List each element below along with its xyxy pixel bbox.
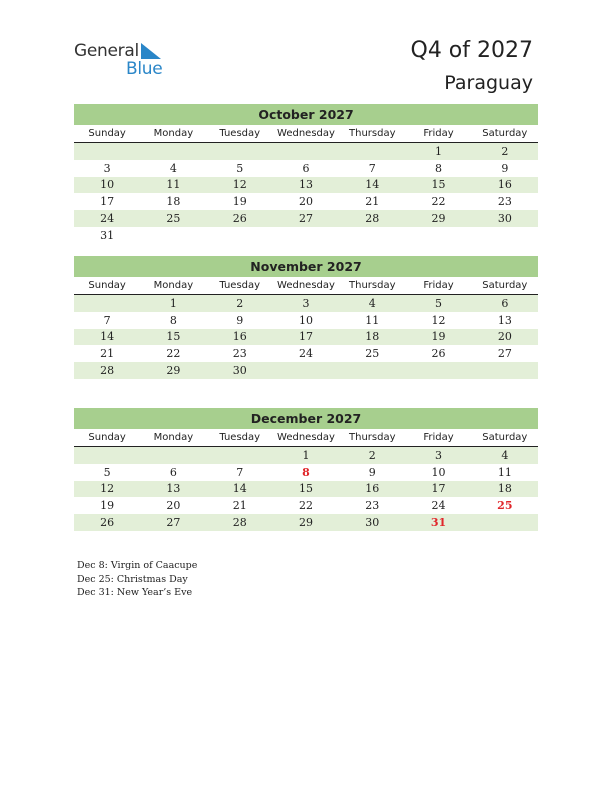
day-cell (140, 143, 206, 160)
week-row (74, 295, 538, 312)
month-november (74, 256, 538, 379)
day-cell: 23 (232, 347, 247, 361)
weekday-label: Tuesday (219, 432, 261, 443)
day-cell: 20 (166, 499, 181, 513)
quarter-title: Q4 of 2027 (410, 38, 533, 63)
day-cell (207, 227, 273, 244)
weekday-label: Saturday (482, 280, 528, 291)
day-cell: 6 (302, 161, 310, 175)
day-cell (472, 514, 538, 531)
day-cell: 31 (430, 516, 447, 530)
day-cell: 17 (431, 482, 446, 496)
weekday-header-row (74, 125, 538, 143)
day-cell (74, 143, 140, 160)
day-cell: 28 (365, 212, 380, 226)
day-cell: 29 (166, 364, 181, 378)
day-cell: 18 (166, 195, 181, 209)
day-cell: 12 (431, 313, 446, 327)
day-cell: 30 (365, 516, 380, 530)
week-row (74, 160, 538, 177)
day-cell: 22 (298, 499, 313, 513)
day-cell: 26 (431, 347, 446, 361)
week-row (74, 227, 538, 244)
day-cell: 3 (435, 448, 443, 462)
week-row (74, 447, 538, 464)
day-cell: 23 (365, 499, 380, 513)
weekday-label: Wednesday (277, 280, 335, 291)
logo-general-text: General (74, 41, 139, 61)
day-cell: 19 (232, 195, 247, 209)
day-cell: 27 (166, 516, 181, 530)
day-cell: 30 (232, 364, 247, 378)
day-cell (273, 143, 339, 160)
day-cell: 20 (298, 195, 313, 209)
day-cell: 23 (497, 195, 512, 209)
month-title: October 2027 (74, 104, 538, 125)
day-cell: 10 (298, 313, 313, 327)
day-cell (207, 447, 273, 464)
month-october (74, 104, 538, 244)
week-row (74, 312, 538, 329)
day-cell (472, 362, 538, 379)
day-cell: 6 (501, 296, 509, 310)
day-cell: 27 (497, 347, 512, 361)
day-cell: 15 (166, 330, 181, 344)
day-cell: 20 (497, 330, 512, 344)
day-cell: 9 (236, 313, 244, 327)
day-cell: 18 (497, 482, 512, 496)
day-cell (405, 227, 471, 244)
day-cell: 29 (298, 516, 313, 530)
day-cell: 6 (169, 465, 177, 479)
weekday-label: Thursday (349, 432, 396, 443)
holiday-note: Dec 31: New Year’s Eve (77, 587, 193, 598)
day-cell: 8 (435, 161, 443, 175)
day-cell (273, 362, 339, 379)
day-cell: 7 (368, 161, 376, 175)
week-row (74, 345, 538, 362)
day-cell: 21 (100, 347, 115, 361)
day-cell: 16 (497, 178, 512, 192)
day-cell (273, 227, 339, 244)
weekday-label: Tuesday (219, 280, 261, 291)
day-cell: 4 (169, 161, 177, 175)
weekday-label: Wednesday (277, 432, 335, 443)
day-cell: 26 (100, 516, 115, 530)
day-cell: 8 (169, 313, 177, 327)
weekday-label: Saturday (482, 128, 528, 139)
day-cell: 2 (236, 296, 244, 310)
weekday-label: Monday (153, 128, 194, 139)
day-cell: 30 (497, 212, 512, 226)
day-cell (339, 227, 405, 244)
day-cell: 25 (166, 212, 181, 226)
day-cell: 28 (232, 516, 247, 530)
day-cell: 9 (368, 465, 376, 479)
weekday-label: Thursday (349, 280, 396, 291)
day-cell (140, 227, 206, 244)
day-cell: 2 (501, 144, 509, 158)
day-cell: 5 (236, 161, 244, 175)
day-cell: 13 (166, 482, 181, 496)
day-cell: 22 (166, 347, 181, 361)
week-row (74, 514, 538, 531)
day-cell: 13 (298, 178, 313, 192)
weekday-label: Friday (423, 432, 454, 443)
day-cell: 1 (169, 296, 177, 310)
day-cell (74, 295, 140, 312)
day-cell: 12 (232, 178, 247, 192)
day-cell: 31 (100, 228, 115, 242)
day-cell (74, 447, 140, 464)
week-row (74, 143, 538, 160)
day-cell: 14 (232, 482, 247, 496)
month-december (74, 408, 538, 531)
day-cell: 3 (302, 296, 310, 310)
day-cell: 3 (103, 161, 111, 175)
day-cell: 29 (431, 212, 446, 226)
day-cell: 21 (232, 499, 247, 513)
holiday-note: Dec 25: Christmas Day (77, 573, 188, 585)
day-cell: 25 (497, 499, 513, 513)
day-cell: 27 (298, 212, 313, 226)
week-row (74, 193, 538, 210)
day-cell: 22 (431, 195, 446, 209)
weekday-label: Sunday (88, 432, 126, 443)
day-cell: 24 (298, 347, 313, 361)
day-cell: 15 (298, 482, 313, 496)
day-cell: 25 (365, 347, 380, 361)
day-cell (207, 143, 273, 160)
weekday-label: Sunday (88, 280, 126, 291)
weekday-label: Friday (423, 128, 454, 139)
day-cell: 7 (103, 313, 111, 327)
day-cell: 18 (365, 330, 380, 344)
logo-blue-text: Blue (126, 59, 163, 79)
weekday-label: Friday (423, 280, 454, 291)
day-cell (339, 143, 405, 160)
weekday-label: Monday (153, 280, 194, 291)
day-cell (339, 362, 405, 379)
day-cell: 11 (166, 178, 181, 192)
day-cell: 4 (368, 296, 376, 310)
weekday-label: Tuesday (219, 128, 261, 139)
day-cell: 14 (100, 330, 115, 344)
day-cell: 28 (100, 364, 115, 378)
day-cell: 11 (365, 313, 380, 327)
day-cell: 15 (431, 178, 446, 192)
country-name: Paraguay (444, 72, 533, 94)
day-cell: 5 (435, 296, 443, 310)
day-cell: 16 (365, 482, 380, 496)
day-cell: 8 (302, 465, 310, 479)
month-title: November 2027 (74, 256, 538, 277)
holiday-note: Dec 8: Virgin of Caacupe (77, 560, 198, 571)
week-row (74, 362, 538, 379)
day-cell: 5 (103, 465, 111, 479)
day-cell (140, 447, 206, 464)
weekday-label: Monday (153, 432, 194, 443)
day-cell: 10 (431, 465, 446, 479)
weekday-label: Wednesday (277, 128, 335, 139)
day-cell: 26 (232, 212, 247, 226)
day-cell: 24 (100, 212, 115, 226)
day-cell: 10 (100, 178, 115, 192)
logo-flag-icon (141, 43, 163, 59)
week-row (74, 177, 538, 194)
week-row (74, 481, 538, 498)
holiday-notes (77, 559, 197, 600)
weekday-header-row (74, 277, 538, 295)
day-cell: 9 (501, 161, 509, 175)
week-row (74, 210, 538, 227)
weekday-label: Sunday (88, 128, 126, 139)
day-cell: 14 (365, 178, 380, 192)
week-row (74, 497, 538, 514)
month-title: December 2027 (74, 408, 538, 429)
weekday-header-row (74, 429, 538, 447)
day-cell: 21 (365, 195, 380, 209)
day-cell: 17 (298, 330, 313, 344)
week-row (74, 329, 538, 346)
day-cell (472, 227, 538, 244)
day-cell: 19 (100, 499, 115, 513)
day-cell: 24 (431, 499, 446, 513)
day-cell: 1 (302, 448, 310, 462)
weekday-label: Thursday (349, 128, 396, 139)
day-cell (405, 362, 471, 379)
day-cell: 4 (501, 448, 509, 462)
day-cell: 19 (431, 330, 446, 344)
logo (74, 41, 174, 81)
day-cell: 13 (497, 313, 512, 327)
day-cell: 12 (100, 482, 115, 496)
weekday-label: Saturday (482, 432, 528, 443)
day-cell: 17 (100, 195, 115, 209)
day-cell: 7 (236, 465, 244, 479)
day-cell: 1 (435, 144, 443, 158)
day-cell: 16 (232, 330, 247, 344)
day-cell: 11 (497, 465, 512, 479)
week-row (74, 464, 538, 481)
day-cell: 2 (368, 448, 376, 462)
